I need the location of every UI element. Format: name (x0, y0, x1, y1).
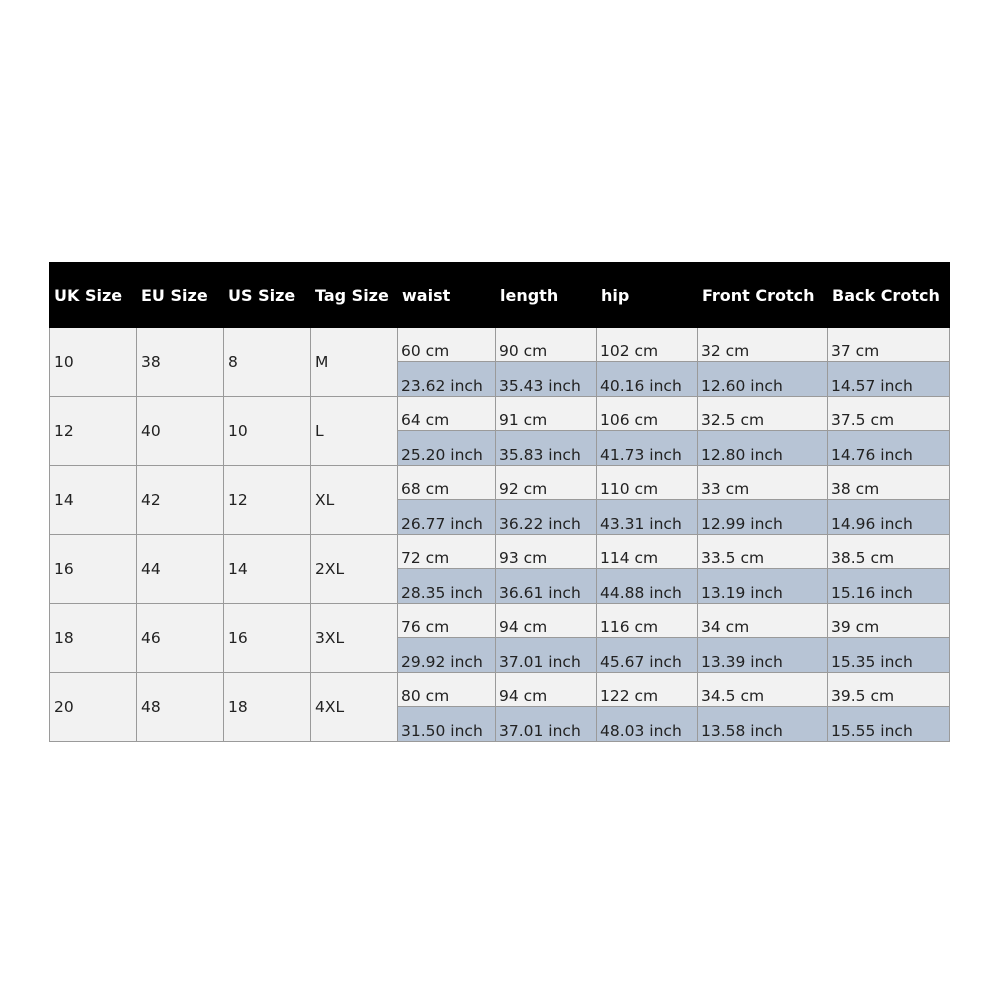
front-crotch-cm-cell: 34.5 cm (698, 673, 828, 707)
front-crotch-inch-cell: 13.39 inch (698, 638, 828, 673)
back-crotch-inch-cell: 14.96 inch (828, 500, 950, 535)
us-size-cell: 12 (224, 466, 311, 535)
eu-size-header: EU Size (137, 263, 224, 328)
waist-cm-cell: 76 cm (398, 604, 496, 638)
front-crotch-cm-cell: 32.5 cm (698, 397, 828, 431)
eu-size-cell: 46 (137, 604, 224, 673)
waist-inch-cell: 23.62 inch (398, 362, 496, 397)
front-crotch-cm-cell: 34 cm (698, 604, 828, 638)
us-size-cell: 8 (224, 328, 311, 397)
table-row-cm (50, 673, 950, 707)
length-inch-cell: 36.22 inch (496, 500, 597, 535)
waist-inch-cell: 31.50 inch (398, 707, 496, 742)
hip-inch-cell: 44.88 inch (597, 569, 698, 604)
front-crotch-header: Front Crotch (698, 263, 828, 328)
length-inch-cell: 35.83 inch (496, 431, 597, 466)
uk-size-header: UK Size (50, 263, 137, 328)
front-crotch-inch-cell: 12.99 inch (698, 500, 828, 535)
table-row-cm (50, 397, 950, 431)
waist-cm-cell: 64 cm (398, 397, 496, 431)
hip-inch-cell: 41.73 inch (597, 431, 698, 466)
uk-size-cell: 14 (50, 466, 137, 535)
hip-inch-cell: 48.03 inch (597, 707, 698, 742)
us-size-header: US Size (224, 263, 311, 328)
eu-size-cell: 40 (137, 397, 224, 466)
back-crotch-cm-cell: 37.5 cm (828, 397, 950, 431)
length-cm-cell: 94 cm (496, 673, 597, 707)
tag-size-header: Tag Size (311, 263, 398, 328)
back-crotch-cm-cell: 39.5 cm (828, 673, 950, 707)
eu-size-cell: 44 (137, 535, 224, 604)
table-row-cm (50, 466, 950, 500)
tag-size-cell: XL (311, 466, 398, 535)
header-row (50, 263, 950, 328)
waist-header: waist (398, 263, 496, 328)
front-crotch-cm-cell: 33.5 cm (698, 535, 828, 569)
front-crotch-cm-cell: 32 cm (698, 328, 828, 362)
us-size-cell: 16 (224, 604, 311, 673)
waist-cm-cell: 60 cm (398, 328, 496, 362)
us-size-cell: 14 (224, 535, 311, 604)
uk-size-cell: 18 (50, 604, 137, 673)
hip-cm-cell: 116 cm (597, 604, 698, 638)
hip-header: hip (597, 263, 698, 328)
waist-cm-cell: 72 cm (398, 535, 496, 569)
tag-size-cell: 4XL (311, 673, 398, 742)
hip-inch-cell: 45.67 inch (597, 638, 698, 673)
length-header: length (496, 263, 597, 328)
hip-cm-cell: 110 cm (597, 466, 698, 500)
hip-inch-cell: 43.31 inch (597, 500, 698, 535)
front-crotch-inch-cell: 12.60 inch (698, 362, 828, 397)
eu-size-cell: 38 (137, 328, 224, 397)
front-crotch-inch-cell: 12.80 inch (698, 431, 828, 466)
length-cm-cell: 92 cm (496, 466, 597, 500)
waist-inch-cell: 26.77 inch (398, 500, 496, 535)
back-crotch-cm-cell: 38.5 cm (828, 535, 950, 569)
length-cm-cell: 91 cm (496, 397, 597, 431)
waist-inch-cell: 28.35 inch (398, 569, 496, 604)
tag-size-cell: L (311, 397, 398, 466)
back-crotch-cm-cell: 38 cm (828, 466, 950, 500)
table-body (50, 328, 950, 742)
tag-size-cell: 2XL (311, 535, 398, 604)
hip-cm-cell: 106 cm (597, 397, 698, 431)
back-crotch-cm-cell: 39 cm (828, 604, 950, 638)
hip-inch-cell: 40.16 inch (597, 362, 698, 397)
table-row-cm (50, 328, 950, 362)
front-crotch-cm-cell: 33 cm (698, 466, 828, 500)
back-crotch-cm-cell: 37 cm (828, 328, 950, 362)
uk-size-cell: 20 (50, 673, 137, 742)
size-chart-table (49, 262, 950, 742)
tag-size-cell: 3XL (311, 604, 398, 673)
front-crotch-inch-cell: 13.58 inch (698, 707, 828, 742)
table-row-cm (50, 604, 950, 638)
us-size-cell: 10 (224, 397, 311, 466)
length-inch-cell: 37.01 inch (496, 638, 597, 673)
uk-size-cell: 12 (50, 397, 137, 466)
eu-size-cell: 42 (137, 466, 224, 535)
eu-size-cell: 48 (137, 673, 224, 742)
hip-cm-cell: 114 cm (597, 535, 698, 569)
uk-size-cell: 16 (50, 535, 137, 604)
waist-inch-cell: 29.92 inch (398, 638, 496, 673)
uk-size-cell: 10 (50, 328, 137, 397)
back-crotch-inch-cell: 15.16 inch (828, 569, 950, 604)
back-crotch-inch-cell: 15.55 inch (828, 707, 950, 742)
tag-size-cell: M (311, 328, 398, 397)
length-cm-cell: 90 cm (496, 328, 597, 362)
front-crotch-inch-cell: 13.19 inch (698, 569, 828, 604)
back-crotch-header: Back Crotch (828, 263, 950, 328)
length-inch-cell: 36.61 inch (496, 569, 597, 604)
length-cm-cell: 94 cm (496, 604, 597, 638)
table-row-cm (50, 535, 950, 569)
length-cm-cell: 93 cm (496, 535, 597, 569)
length-inch-cell: 37.01 inch (496, 707, 597, 742)
waist-inch-cell: 25.20 inch (398, 431, 496, 466)
waist-cm-cell: 68 cm (398, 466, 496, 500)
hip-cm-cell: 102 cm (597, 328, 698, 362)
back-crotch-inch-cell: 14.76 inch (828, 431, 950, 466)
back-crotch-inch-cell: 15.35 inch (828, 638, 950, 673)
waist-cm-cell: 80 cm (398, 673, 496, 707)
length-inch-cell: 35.43 inch (496, 362, 597, 397)
back-crotch-inch-cell: 14.57 inch (828, 362, 950, 397)
hip-cm-cell: 122 cm (597, 673, 698, 707)
us-size-cell: 18 (224, 673, 311, 742)
